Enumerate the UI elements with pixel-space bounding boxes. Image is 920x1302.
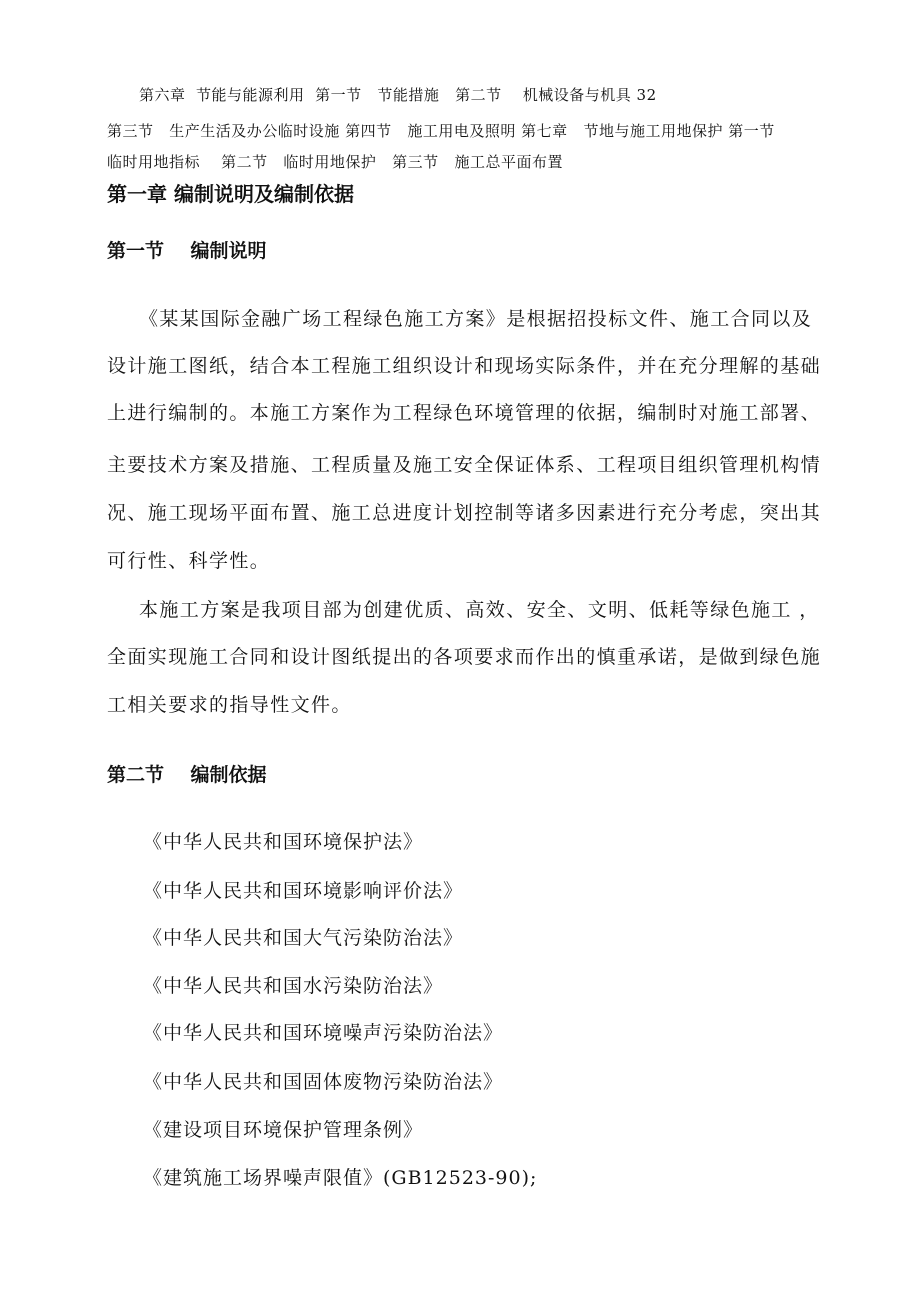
section-title-basis: 第二节 编制依据 [107, 764, 267, 786]
chapter-title: 第一章 编制说明及编制依据 [107, 182, 354, 206]
law-reference-item: 《中华人民共和国大气污染防治法》 [143, 927, 464, 949]
law-reference-item: 《建设项目环境保护管理条例》 [143, 1119, 424, 1141]
paragraph-2-line: 工相关要求的指导性文件。 [107, 694, 352, 716]
paragraph-1-line: 《某某国际金融广场工程绿色施工方案》是根据招投标文件、施工合同以及 [139, 308, 813, 330]
paragraph-2-line: 全面实现施工合同和设计图纸提出的各项要求而作出的慎重承诺，是做到绿色施 [107, 646, 822, 668]
law-reference-item: 《中华人民共和国环境保护法》 [143, 831, 424, 853]
paragraph-1-line: 设计施工图纸，结合本工程施工组织设计和现场实际条件，并在充分理解的基础 [107, 355, 822, 377]
law-reference-item: 《中华人民共和国固体废物污染防治法》 [143, 1071, 504, 1093]
paragraph-1-line: 上进行编制的。本施工方案作为工程绿色环境管理的依据，编制时对施工部署、 [107, 402, 822, 424]
law-reference-item: 《建筑施工场界噪声限值》(GB12523-90); [143, 1167, 538, 1189]
toc-line-3: 临时用地指标 第二节 临时用地保护 第三节 施工总平面布置 [107, 153, 563, 171]
paragraph-1-line: 主要技术方案及措施、工程质量及施工安全保证体系、工程项目组织管理机构情 [107, 454, 822, 476]
toc-line-1: 第六章 节能与能源利用 第一节 节能措施 第二节 机械设备与机具 32 [139, 86, 657, 104]
paragraph-1-line: 可行性、科学性。 [107, 550, 271, 572]
law-reference-item: 《中华人民共和国环境噪声污染防治法》 [143, 1022, 504, 1044]
section-title-explanation: 第一节 编制说明 [107, 240, 267, 262]
law-reference-item: 《中华人民共和国水污染防治法》 [143, 975, 444, 997]
paragraph-2-line: 本施工方案是我项目部为创建优质、高效、安全、文明、低耗等绿色施工 ， [139, 599, 820, 621]
paragraph-1-line: 况、施工现场平面布置、施工总进度计划控制等诸多因素进行充分考虑，突出其 [107, 502, 822, 524]
toc-line-2: 第三节 生产生活及办公临时设施 第四节 施工用电及照明 第七章 节地与施工用地保护 第一节 [107, 122, 775, 140]
law-reference-item: 《中华人民共和国环境影响评价法》 [143, 880, 464, 902]
